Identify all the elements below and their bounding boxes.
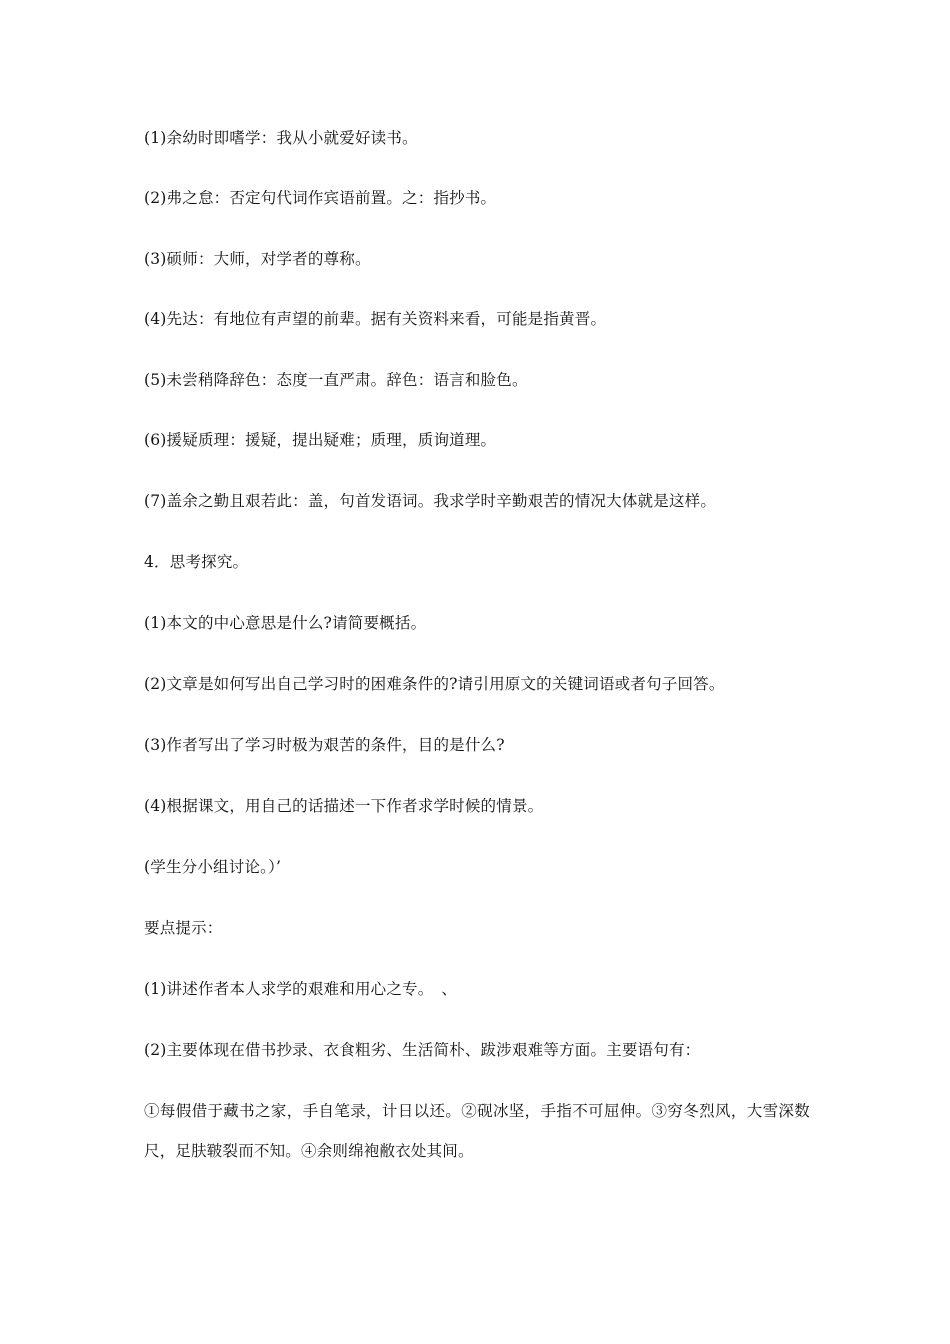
note-line-7: (7)盖余之勤且艰若此：盖，句首发语词。我求学时辛勤艰苦的情况大体就是这样。	[144, 492, 717, 510]
question-4: (4)根据课文，用自己的话描述一下作者求学时候的情景。	[144, 797, 544, 815]
hint-2: (2)主要体现在借书抄录、衣食粗劣、生活简朴、跋涉艰难等方面。主要语句有：	[144, 1041, 701, 1059]
discussion-note: (学生分小组讨论。）’	[144, 858, 282, 876]
hints-heading: 要点提示：	[144, 919, 223, 937]
hint-1: (1)讲述作者本人求学的艰难和用心之专。 、	[144, 980, 458, 998]
quoted-sentences: ①每假借于藏书之家，手自笔录，计日以还。②砚冰坚，手指不可屈伸。③穷冬烈风，大雪深数尺，足肤皲裂而不知。④余则绵袍敝衣处其间。	[144, 1102, 810, 1160]
question-1: (1)本文的中心意思是什么?请简要概括。	[144, 614, 427, 632]
note-line-6: (6)援疑质理：援疑，提出疑难；质理，质询道理。	[144, 431, 497, 449]
note-line-3: (3)硕师：大师，对学者的尊称。	[144, 250, 371, 268]
note-line-1: (1)余幼时即嗜学：我从小就爱好读书。	[144, 129, 418, 147]
question-3: (3)作者写出了学习时极为艰苦的条件，目的是什么?	[144, 736, 505, 754]
question-2: (2)文章是如何写出自己学习时的困难条件的?请引用原文的关键词语或者句子回答。	[144, 675, 725, 693]
note-line-2: (2)弗之怠：否定句代词作宾语前置。之：指抄书。	[144, 189, 497, 207]
note-line-4: (4)先达：有地位有声望的前辈。据有关资料来看，可能是指黄晋。	[144, 310, 607, 328]
section-heading: 4．思考探究。	[144, 553, 249, 571]
note-line-5: (5)未尝稍降辞色：态度一直严肃。辞色：语言和脸色。	[144, 371, 528, 389]
